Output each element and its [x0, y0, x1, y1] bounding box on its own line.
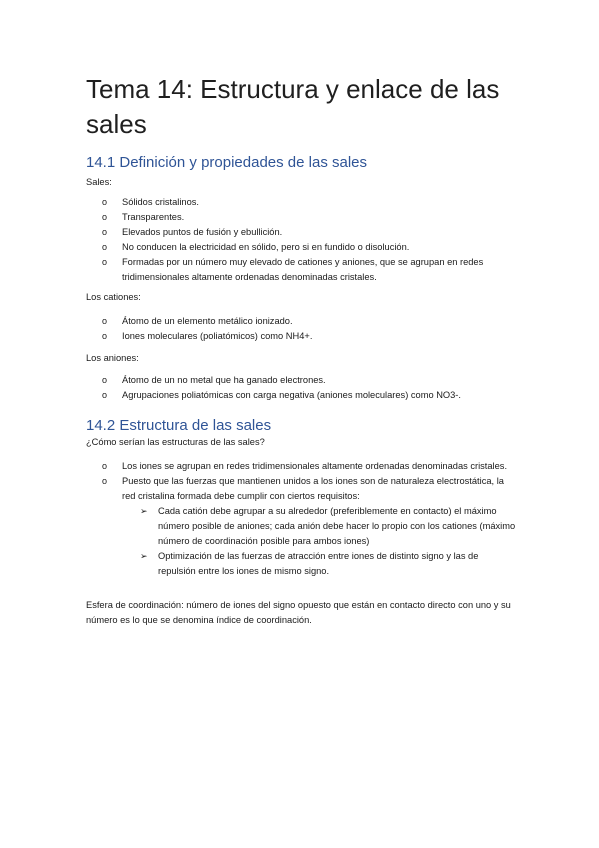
list-item: o Transparentes. — [86, 210, 516, 225]
circle-bullet-icon: o — [102, 197, 108, 207]
coordination-paragraph: Esfera de coordinación: número de iones del signo opuesto que están en contacto directo con uno y su número es lo que se denomina índice de coordinación. — [86, 600, 511, 625]
list-item: o Elevados puntos de fusión y ebullición. — [86, 225, 516, 240]
circle-bullet-icon: o — [102, 476, 108, 486]
cationes-list — [86, 314, 516, 344]
structure-list — [86, 459, 516, 579]
circle-bullet-icon: o — [102, 390, 108, 400]
circle-bullet-icon: o — [102, 331, 108, 341]
circle-bullet-icon: o — [102, 257, 108, 267]
sales-list — [86, 195, 516, 285]
list-item: o Átomo de un no metal que ha ganado electrones. — [86, 373, 516, 388]
circle-bullet-icon: o — [102, 212, 108, 222]
list-item: o Los iones se agrupan en redes tridimensionales altamente ordenadas denominadas cristales. — [86, 459, 516, 474]
arrow-bullet-icon: ➢ — [140, 551, 148, 561]
circle-bullet-icon: o — [102, 316, 108, 326]
list-item: o Átomo de un elemento metálico ionizado. — [86, 314, 516, 329]
circle-bullet-icon: o — [102, 375, 108, 385]
list-item: o Iones moleculares (poliatómicos) como NH4+. — [86, 329, 516, 344]
cationes-label: Los cationes: — [86, 292, 141, 302]
section-heading-2: 14.2 Estructura de las sales — [86, 417, 272, 434]
list-item: ➢ Optimización de las fuerzas de atracción entre iones de distinto signo y las de repulsión entre los iones de mismo signo. — [140, 551, 479, 576]
section-heading-1: 14.1 Definición y propiedades de las sales — [86, 154, 368, 171]
structure-question: ¿Cómo serían las estructuras de las sales? — [86, 437, 265, 447]
aniones-list — [86, 373, 516, 403]
page-title: Tema 14: Estructura y enlace de las sales — [86, 74, 500, 139]
aniones-label: Los aniones: — [86, 353, 139, 363]
circle-bullet-icon: o — [102, 227, 108, 237]
circle-bullet-icon: o — [102, 461, 108, 471]
arrow-bullet-icon: ➢ — [140, 506, 148, 516]
list-item: o Agrupaciones poliatómicas con carga negativa (aniones moleculares) como NO3-. — [86, 388, 516, 403]
sales-label: Sales: — [86, 177, 112, 187]
circle-bullet-icon: o — [102, 242, 108, 252]
list-item: o Puesto que las fuerzas que mantienen unidos a los iones son de naturaleza electrostática, la red cristalina formada debe cumplir con ciertos requisitos: ➢ Cada catión debe agrupar a su alrededor (preferiblemente en contacto) el máximo número posible de aniones; cada anión debe hacer lo propio con los cationes (máximo número de coordinación posible para ambos iones) ➢ Optimización de las fuerzas de atracción entre iones de distinto signo y las de repulsión entre los iones de mismo signo. — [86, 474, 516, 579]
requirements-list — [122, 504, 516, 579]
list-item: o Sólidos cristalinos. — [86, 195, 516, 210]
list-item: ➢ Cada catión debe agrupar a su alrededor (preferiblemente en contacto) el máximo número posible de aniones; cada anión debe hacer lo propio con los cationes (máximo número de coordinación posible para ambos iones) — [140, 506, 516, 546]
list-item: o No conducen la electricidad en sólido, pero si en fundido o disolución. — [86, 240, 516, 255]
list-item: o Formadas por un número muy elevado de cationes y aniones, que se agrupan en redes tridimensionales altamente ordenadas denominadas cristales. — [102, 257, 484, 282]
